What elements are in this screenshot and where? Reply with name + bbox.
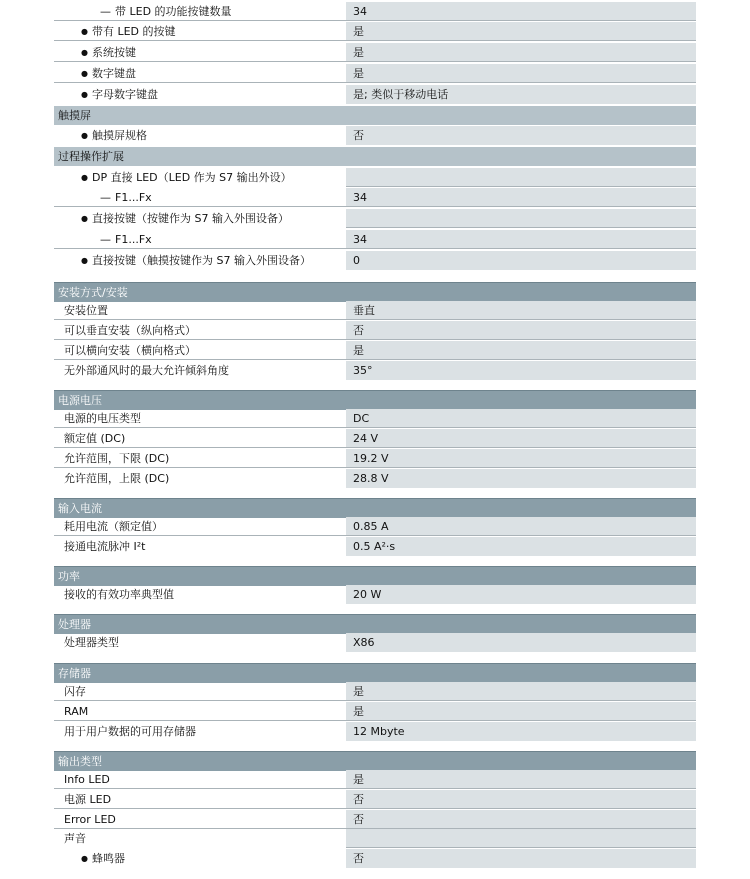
- section-title: 安装方式/安装: [58, 286, 128, 299]
- spec-value: 34: [353, 233, 367, 246]
- spec-row: [54, 517, 696, 536]
- spec-row: [54, 126, 696, 145]
- spec-value: [346, 171, 353, 184]
- spec-row: [54, 469, 696, 488]
- spec-label: 安装位置: [64, 304, 108, 317]
- section-title: 触摸屏: [58, 109, 91, 122]
- section-title: 输入电流: [58, 502, 102, 515]
- spec-row: [54, 770, 696, 789]
- spec-row: [54, 585, 696, 604]
- section-title: 过程操作扩展: [58, 150, 124, 163]
- spec-label: 可以垂直安装（纵向格式）: [64, 324, 196, 337]
- section-header-input-current: [54, 498, 696, 518]
- spec-value: 34: [353, 191, 367, 204]
- spec-value: 是: [353, 773, 364, 786]
- spec-row: [54, 341, 696, 360]
- spec-label: ● DP 直接 LED（LED 作为 S7 输出外设）: [54, 171, 292, 184]
- spec-label: Error LED: [64, 813, 116, 826]
- spec-row: [54, 2, 696, 21]
- spec-value: 28.8 V: [353, 472, 389, 485]
- spec-label: 接通电流脉冲 I²t: [64, 540, 146, 553]
- spec-value: 否: [353, 852, 364, 865]
- section-header-touchscreen: [54, 106, 696, 125]
- spec-row: [54, 790, 696, 809]
- spec-value: 否: [353, 324, 364, 337]
- spec-row: [54, 22, 696, 41]
- spec-label: 电源 LED: [64, 793, 112, 806]
- section-header-memory: [54, 663, 696, 683]
- spec-row: [54, 810, 696, 829]
- spec-row: [54, 429, 696, 448]
- spec-value: 否: [353, 813, 364, 826]
- spec-label: — 带 LED 的功能按键数量: [54, 5, 232, 18]
- spec-row: [54, 321, 696, 340]
- section-title: 电源电压: [58, 394, 102, 407]
- spec-label: 允许范围，下限 (DC): [64, 452, 170, 465]
- spec-row: [54, 702, 696, 721]
- spec-value: 19.2 V: [353, 452, 389, 465]
- spec-row: [54, 209, 696, 228]
- spec-label: — F1...Fx: [54, 233, 152, 246]
- spec-label: ● 蜂鸣器: [54, 852, 125, 865]
- spec-label: 声音: [64, 832, 86, 845]
- spec-value: 34: [353, 5, 367, 18]
- spec-label: 可以横向安装（横向格式）: [64, 344, 196, 357]
- spec-label: 无外部通风时的最大允许倾斜角度: [64, 364, 229, 377]
- spec-value: 是: [353, 344, 364, 357]
- spec-label: ● 带有 LED 的按键: [54, 25, 176, 38]
- spec-row: [54, 230, 696, 249]
- spec-value: 是: [353, 705, 364, 718]
- spec-value: 0.85 A: [353, 520, 389, 533]
- spec-row: [54, 43, 696, 62]
- spec-label: 允许范围，上限 (DC): [64, 472, 170, 485]
- spec-label: 闪存: [64, 685, 86, 698]
- spec-label: Info LED: [64, 773, 110, 786]
- spec-label: 接收的有效功率典型值: [64, 588, 174, 601]
- spec-label: ● 直接按键（触摸按键作为 S7 输入外围设备）: [54, 254, 311, 267]
- spec-row: [54, 409, 696, 428]
- spec-label: ● 数字键盘: [54, 67, 136, 80]
- spec-value: 24 V: [353, 432, 379, 445]
- spec-value: X86: [353, 636, 375, 649]
- spec-row: [54, 829, 696, 848]
- spec-value: 否: [353, 129, 364, 142]
- spec-value: 12 Mbyte: [353, 725, 405, 738]
- spec-row: [54, 849, 696, 868]
- spec-row: [54, 722, 696, 741]
- spec-row: [54, 682, 696, 701]
- spec-value: 是: [353, 25, 364, 38]
- section-header-process-extension: [54, 147, 696, 166]
- spec-row: [54, 168, 696, 187]
- section-header-mounting: [54, 282, 696, 302]
- spec-row: [54, 449, 696, 468]
- spec-label: 耗用电流（额定值）: [64, 520, 163, 533]
- spec-value: [346, 212, 353, 225]
- section-title: 处理器: [58, 618, 91, 631]
- section-title: 存储器: [58, 667, 91, 680]
- section-header-processor: [54, 614, 696, 634]
- spec-value: 垂直: [353, 304, 375, 317]
- spec-label: 处理器类型: [64, 636, 119, 649]
- spec-value: 是: [353, 46, 364, 59]
- spec-label: ● 直接按键（按键作为 S7 输入外围设备）: [54, 212, 289, 225]
- spec-row: [54, 85, 696, 104]
- spec-label: RAM: [64, 705, 89, 718]
- spec-label: ● 系统按键: [54, 46, 136, 59]
- spec-label: 额定值 (DC): [64, 432, 126, 445]
- spec-value: 0: [353, 254, 360, 267]
- spec-row: [54, 301, 696, 320]
- spec-label: ● 触摸屏规格: [54, 129, 147, 142]
- spec-value: [346, 832, 353, 845]
- spec-value: 是; 类似于移动电话: [353, 88, 449, 101]
- spec-row: [54, 251, 696, 270]
- spec-row: [54, 188, 696, 207]
- spec-row: [54, 537, 696, 556]
- section-header-supply-voltage: [54, 390, 696, 410]
- spec-label: 用于用户数据的可用存储器: [64, 725, 196, 738]
- spec-row: [54, 64, 696, 83]
- spec-value: 是: [353, 685, 364, 698]
- section-header-power: [54, 566, 696, 586]
- spec-row: [54, 633, 696, 652]
- spec-label: 电源的电压类型: [64, 412, 141, 425]
- section-title: 输出类型: [58, 755, 102, 768]
- spec-row: [54, 361, 696, 380]
- spec-label: ● 字母数字键盘: [54, 88, 158, 101]
- spec-value: DC: [353, 412, 370, 425]
- spec-value: 0.5 A²·s: [353, 540, 396, 553]
- section-title: 功率: [58, 570, 80, 583]
- section-header-output-type: [54, 751, 696, 771]
- spec-value: 否: [353, 793, 364, 806]
- spec-value: 35°: [353, 364, 373, 377]
- spec-label: — F1...Fx: [54, 191, 152, 204]
- spec-value: 20 W: [353, 588, 382, 601]
- spec-value: 是: [353, 67, 364, 80]
